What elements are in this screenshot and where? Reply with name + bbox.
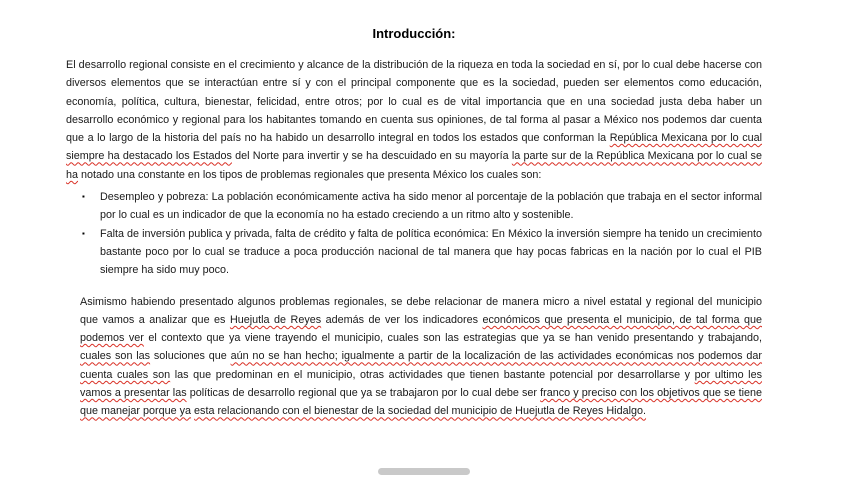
spellcheck-marked-text: Huejutla de Reyes [229,313,322,326]
list-item [66,225,762,280]
bullet-icon: ▪ [82,228,85,238]
spellcheck-marked-text: económicos que presenta el municipio, de tal forma que podemos ver [80,313,762,345]
intro-paragraph [66,56,762,184]
spellcheck-marked-text: esta relacionando con el bienestar de la sociedad del municipio de Huejutla de Reyes Hidalgo. [194,405,647,418]
page-title: Introducción: [372,26,456,41]
text-run: El desarrollo regional consiste en el crecimiento y alcance de la distribución de la riqueza en toda la sociedad en sí, por lo cual debe hacerse con diversos elementos que se interactúan entre sí y con el principal componente que es la sociedad, pueden ser elementos como educación, economía, política, cultura, bienestar, felicidad, entre otros; por lo cual es de vital importancia que en una sociedad justa deba haber un desarrollo económico y regional para los habitantes tomando en cuenta sus opiniones, de tal forma al pasar a México nos podemos dar cuenta que a lo largo de la historia del país no ha habido un desarrollo integral en todos los estados que conforman la [66,59,762,145]
spellcheck-marked-text: República Mexicana por lo cual siempre ha destacado los Estados [66,132,762,163]
list-item [66,188,762,225]
text-run: Falta de inversión publica y privada, falta de crédito y falta de política económica: En México la inversión siempre ha tenido un crecimiento bastante poco por lo cual se traduce a poca producción nacional de tal manera que hay pocas fabricas en la nación por lo cual el PIB siempre ha sido muy poco. [100,227,762,277]
bullet-text [100,228,762,277]
text-run: Desempleo y pobreza: La población económicamente activa ha sido menor al porcentaje de la población que trabaja en el sector informal por lo cual es un indicador de que la economía no ha estado creciendo a un ritmo alto y sostenible. [100,191,762,222]
text-run: además de ver los indicadores [321,313,483,326]
text-run: del Norte para invertir y se ha descuidado en su mayoría [231,150,512,163]
text-run: las que predominan en el municipio, otras actividades que tienen bastante potencial por desarrollarse y [170,368,695,381]
spellcheck-marked-text: aún no se han hecho; igualmente a partir de la localización de las actividades económicas nos podemos dar cuenta cuales son [80,350,763,381]
text-run: el contexto que ya viene trayendo el municipio, cuales son las estrategias que ya se han venido presentando y trabajando, [143,332,763,345]
spellcheck-marked-text: cuales son las [80,350,151,363]
closing-paragraph [80,293,762,421]
bullet-text [100,191,762,221]
text-run: notado una constante en los tipos de problemas regionales que presenta México los cuales son: [78,168,542,181]
spellcheck-marked-text: franco y preciso con los objetivos que se tiene que manejar porque ya [80,387,762,418]
text-run: políticas de desarrollo regional que ya se trabajaron por lo cual debe ser [186,387,541,400]
spellcheck-marked-text: la parte sur de la República Mexicana por lo cual se ha [66,150,762,181]
horizontal-scrollbar-thumb[interactable] [378,468,470,475]
bullet-list [66,188,762,279]
bullet-icon: ▪ [82,192,85,202]
spellcheck-marked-text: por ultimo les vamos a presentar las [80,368,762,400]
text-run: soluciones que [150,350,231,363]
text-run: Asimismo habiendo presentado algunos problemas regionales, se debe relacionar de manera micro a nivel estatal y regional del municipio que vamos a analizar que es [80,295,762,326]
